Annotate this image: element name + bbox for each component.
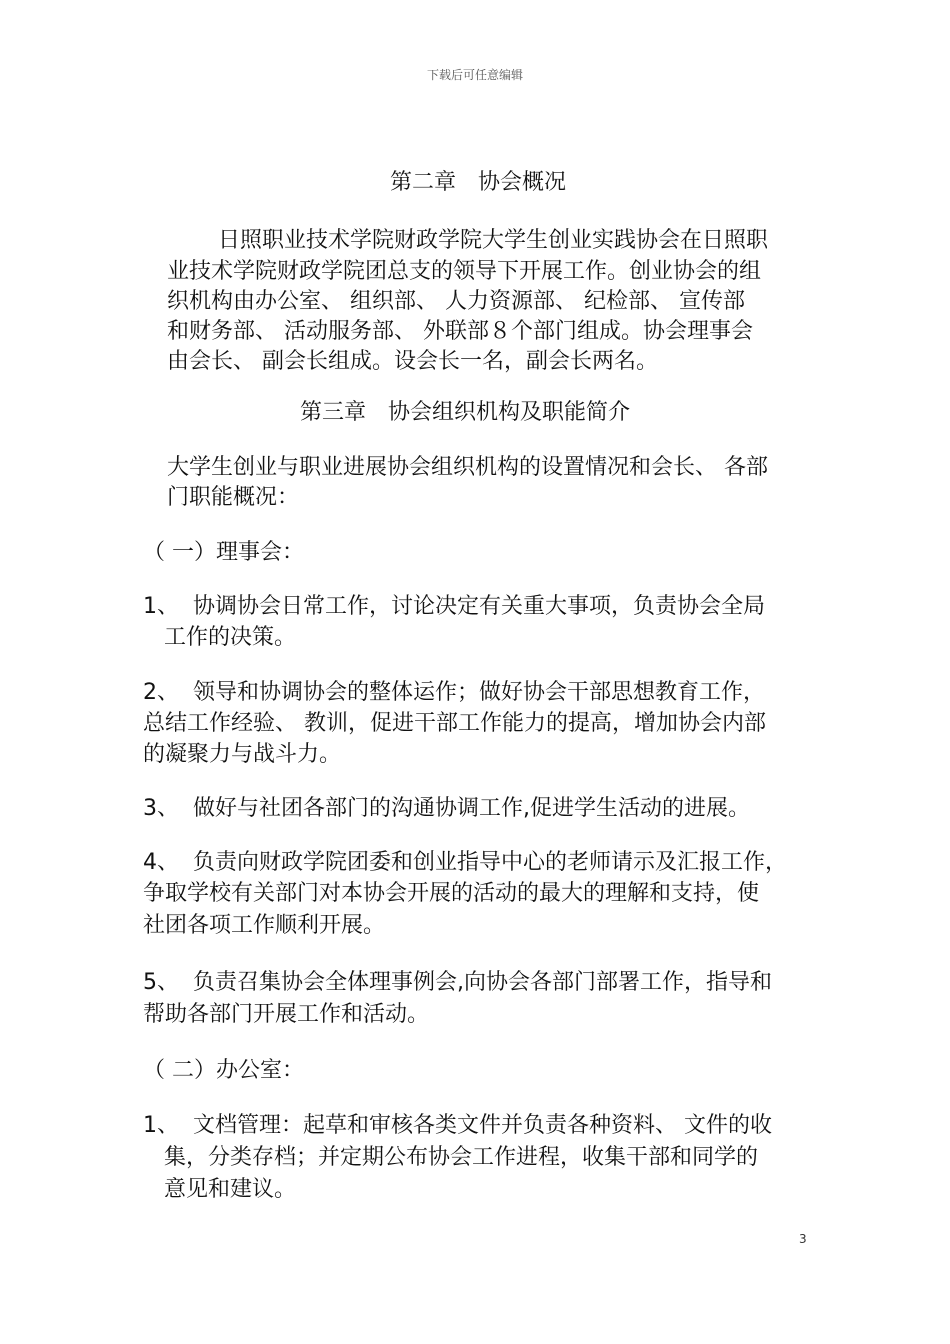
- section-2-item-1-line-1: 1、 文档管理：起草和审核各类文件并负责各种资料、 文件的收: [143, 1113, 772, 1138]
- section-2-heading: （ 二）办公室：: [143, 1058, 304, 1083]
- chapter-2-line-1: 日照职业技术学院财政学院大学生创业实践协会在日照职: [218, 228, 769, 253]
- section-1-item-2-line-1: 2、 领导和协调协会的整体运作；做好协会干部思想教育工作，: [143, 680, 765, 705]
- chapter-2-title: 第二章 协会概况: [390, 170, 567, 195]
- header-note: 下载后可任意编辑: [426, 68, 523, 82]
- section-1-item-1-line-2: 工作的决策。: [143, 625, 296, 650]
- section-1-item-3-line-1: 3、 做好与社团各部门的沟通协调工作,促进学生活动的进展。: [143, 796, 750, 821]
- chapter-2-line-3: 织机构由办公室、 组织部、 人力资源部、 纪检部、 宣传部: [167, 289, 745, 314]
- page-number: 3: [799, 1232, 807, 1246]
- section-2-item-1-line-3: 意见和建议。: [143, 1177, 296, 1202]
- section-1-item-5-line-2: 帮助各部门开展工作和活动。: [143, 1002, 430, 1027]
- chapter-3-intro-line-1: 大学生创业与职业进展协会组织机构的设置情况和会长、 各部: [167, 455, 768, 480]
- section-1-item-4-line-1: 4、 负责向财政学院团委和创业指导中心的老师请示及汇报工作，: [143, 850, 787, 875]
- section-1-item-1-line-1: 1、 协调协会日常工作，讨论决定有关重大事项，负责协会全局: [143, 594, 765, 619]
- section-1-item-4-line-3: 社团各项工作顺利开展。: [143, 913, 386, 938]
- section-1-heading: （ 一）理事会：: [143, 540, 304, 565]
- section-1-item-4-line-2: 争取学校有关部门对本协会开展的活动的最大的理解和支持，使: [143, 881, 760, 906]
- chapter-3-intro-line-2: 门职能概况：: [167, 485, 300, 510]
- section-1-item-5-line-1: 5、 负责召集协会全体理事例会,向协会各部门部署工作，指导和: [143, 970, 772, 995]
- section-2-item-1-line-2: 集，分类存档；并定期公布协会工作进程，收集干部和同学的: [143, 1145, 758, 1170]
- chapter-3-title: 第三章 协会组织机构及职能简介: [300, 400, 631, 425]
- chapter-2-line-2: 业技术学院财政学院团总支的领导下开展工作。创业协会的组: [167, 259, 762, 284]
- chapter-2-line-5: 由会长、 副会长组成。设会长一名，副会长两名。: [167, 349, 658, 374]
- section-1-item-2-line-2: 总结工作经验、 教训，促进干部工作能力的提高，增加协会内部: [143, 711, 766, 736]
- chapter-2-line-4: 和财务部、 活动服务部、 外联部８个部门组成。协会理事会: [167, 319, 753, 344]
- section-1-item-2-line-3: 的凝聚力与战斗力。: [143, 742, 342, 767]
